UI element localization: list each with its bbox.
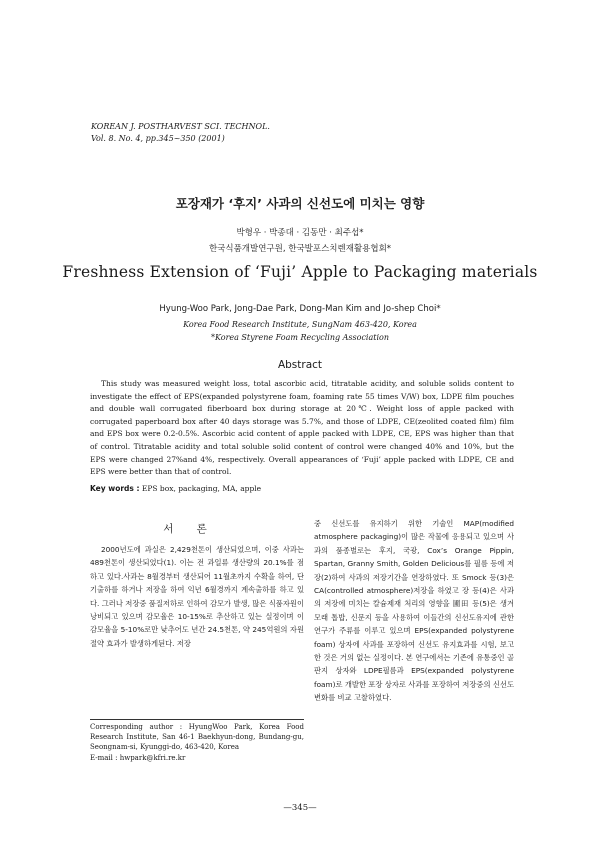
english-affiliation-2: *Korea Styrene Foam Recycling Association [210,333,389,342]
footnote-email: E-mail : hwpark@kfri.re.kr [90,753,186,762]
journal-header [91,121,270,145]
keywords-label: Key words : [90,484,140,493]
footnote [90,722,304,763]
section-heading-introduction: 서 론 [163,523,217,535]
keywords [90,484,261,493]
body-left-column: 2000년도에 과실은 2,429천톤이 생산되었으며, 이중 사과는 489천톤이 생산되었다(1). 이는 전 과일류 생산량의 20.1%를 점하고 있다.사과는 8월경부터 생산되어 11월초까지 수확을 하여, 단기출하를 하거나 저장을 하여 익년 6월경까지 계속출하를 하고 있다. 그러나 저장중 품질저하로 인하여 감모가 발생, 많은 식품자원이 낭비되고 있으며 감모율은 10-15%로 추산하고 있는 실정이며 이 감모율을 5-10%로만 낮추어도 년간 24.5천톤, 약 245억원의 자원절약 효과가 발생하게된다. 저장 [90,545,304,648]
abstract-heading: Abstract [277,359,323,371]
korean-affiliation: 한국식품개발연구원, 한국발포스치렌재활용협회* [208,244,392,254]
keywords-text: EPS box, packaging, MA, apple [139,484,262,493]
footnote-author: Corresponding author : HyungWoo Park, Korea Food Research Institute, San 46-1 Baekhyun-dong, Bundang-gu, Seongnam-si, Kyunggi-do, 463-420, Korea [90,723,304,752]
body-right-column: 중 신선도를 유지하기 위한 기술인 MAP(modified atmosphere packaging)이 많은 작물에 응용되고 있으며 사과의 품종별로는 후지, 국광, Cox’s Orange Pippin, Spartan, Granny Smith, Golden Delicious를 필름 등에 저장(2)하여 사과의 저장기간을 연장하였다. 또 Smock 등(3)은 CA(controlled atmosphere)저장을 하였고 장 등(4)은 사과의 저장에 미치는 칼슘제재 처리의 영향을 圃田 등(5)은 생겨 모래 톱밥, 신문지 등을 사용하여 이들간의 신선도유지에 관한 연구가 주류를 이루고 있으며 EPS(expanded polystyrene foam) 상자에 사과를 포장하여 신선도 유지효과를 시험, 보고한 것은 거의 없는 실정이다. 본 연구에서는 기존에 유통중인 골판지 상자와 LDPE필름과 EPS(expanded polystyrene foam)로 개발한 포장 상자로 사과를 포장하여 저장중의 신선도 변화를 비교 고찰하였다. [314,519,514,703]
korean-title: 포장재가 ‘후지’ 사과의 신선도에 미치는 영향 [175,196,425,211]
journal-name: KOREAN J. POSTHARVEST SCI. TECHNOL. [91,122,270,131]
page-number: —345— [283,803,317,813]
abstract-text: This study was measured weight loss, total ascorbic acid, titratable acidity, and soluble solids content to investigate the effect of EPS(expanded polystyrene foam, foaming rate 55 times V/W) box, LDPE film pouches and double wall corrugated fiberboard box during storage at 20℃. Weight loss of apple packed with corrugated paperboard box after 40 days storage was 5.7%, and those of LDPE, CE(zeolited coated film) film and EPS box were 0.2-0.5%. Ascorbic acid content of apple packed with LDPE, CE, EPS was higher than that of control. Titratable acidity and total soluble solid content of control were changed 40% and 10%, but the EPS were changed 27%and 4%, respectively. Overall appearances of ‘Fuji’ apple packed with LDPE, CE and EPS were better than that of control. [90,379,514,477]
footnote-divider [90,719,304,720]
english-authors: Hyung-Woo Park, Jong-Dae Park, Dong-Man Kim and Jo-shep Choi* [159,304,441,314]
english-affiliation-1: Korea Food Research Institute, SungNam 463-420, Korea [183,320,417,329]
english-title: Freshness Extension of ‘Fuji’ Apple to Packaging materials [62,263,538,281]
journal-volume: Vol. 8. No. 4, pp.345~350 (2001) [91,134,225,143]
korean-authors: 박형우 · 박종대 · 김동만 · 최주섭* [236,228,364,238]
